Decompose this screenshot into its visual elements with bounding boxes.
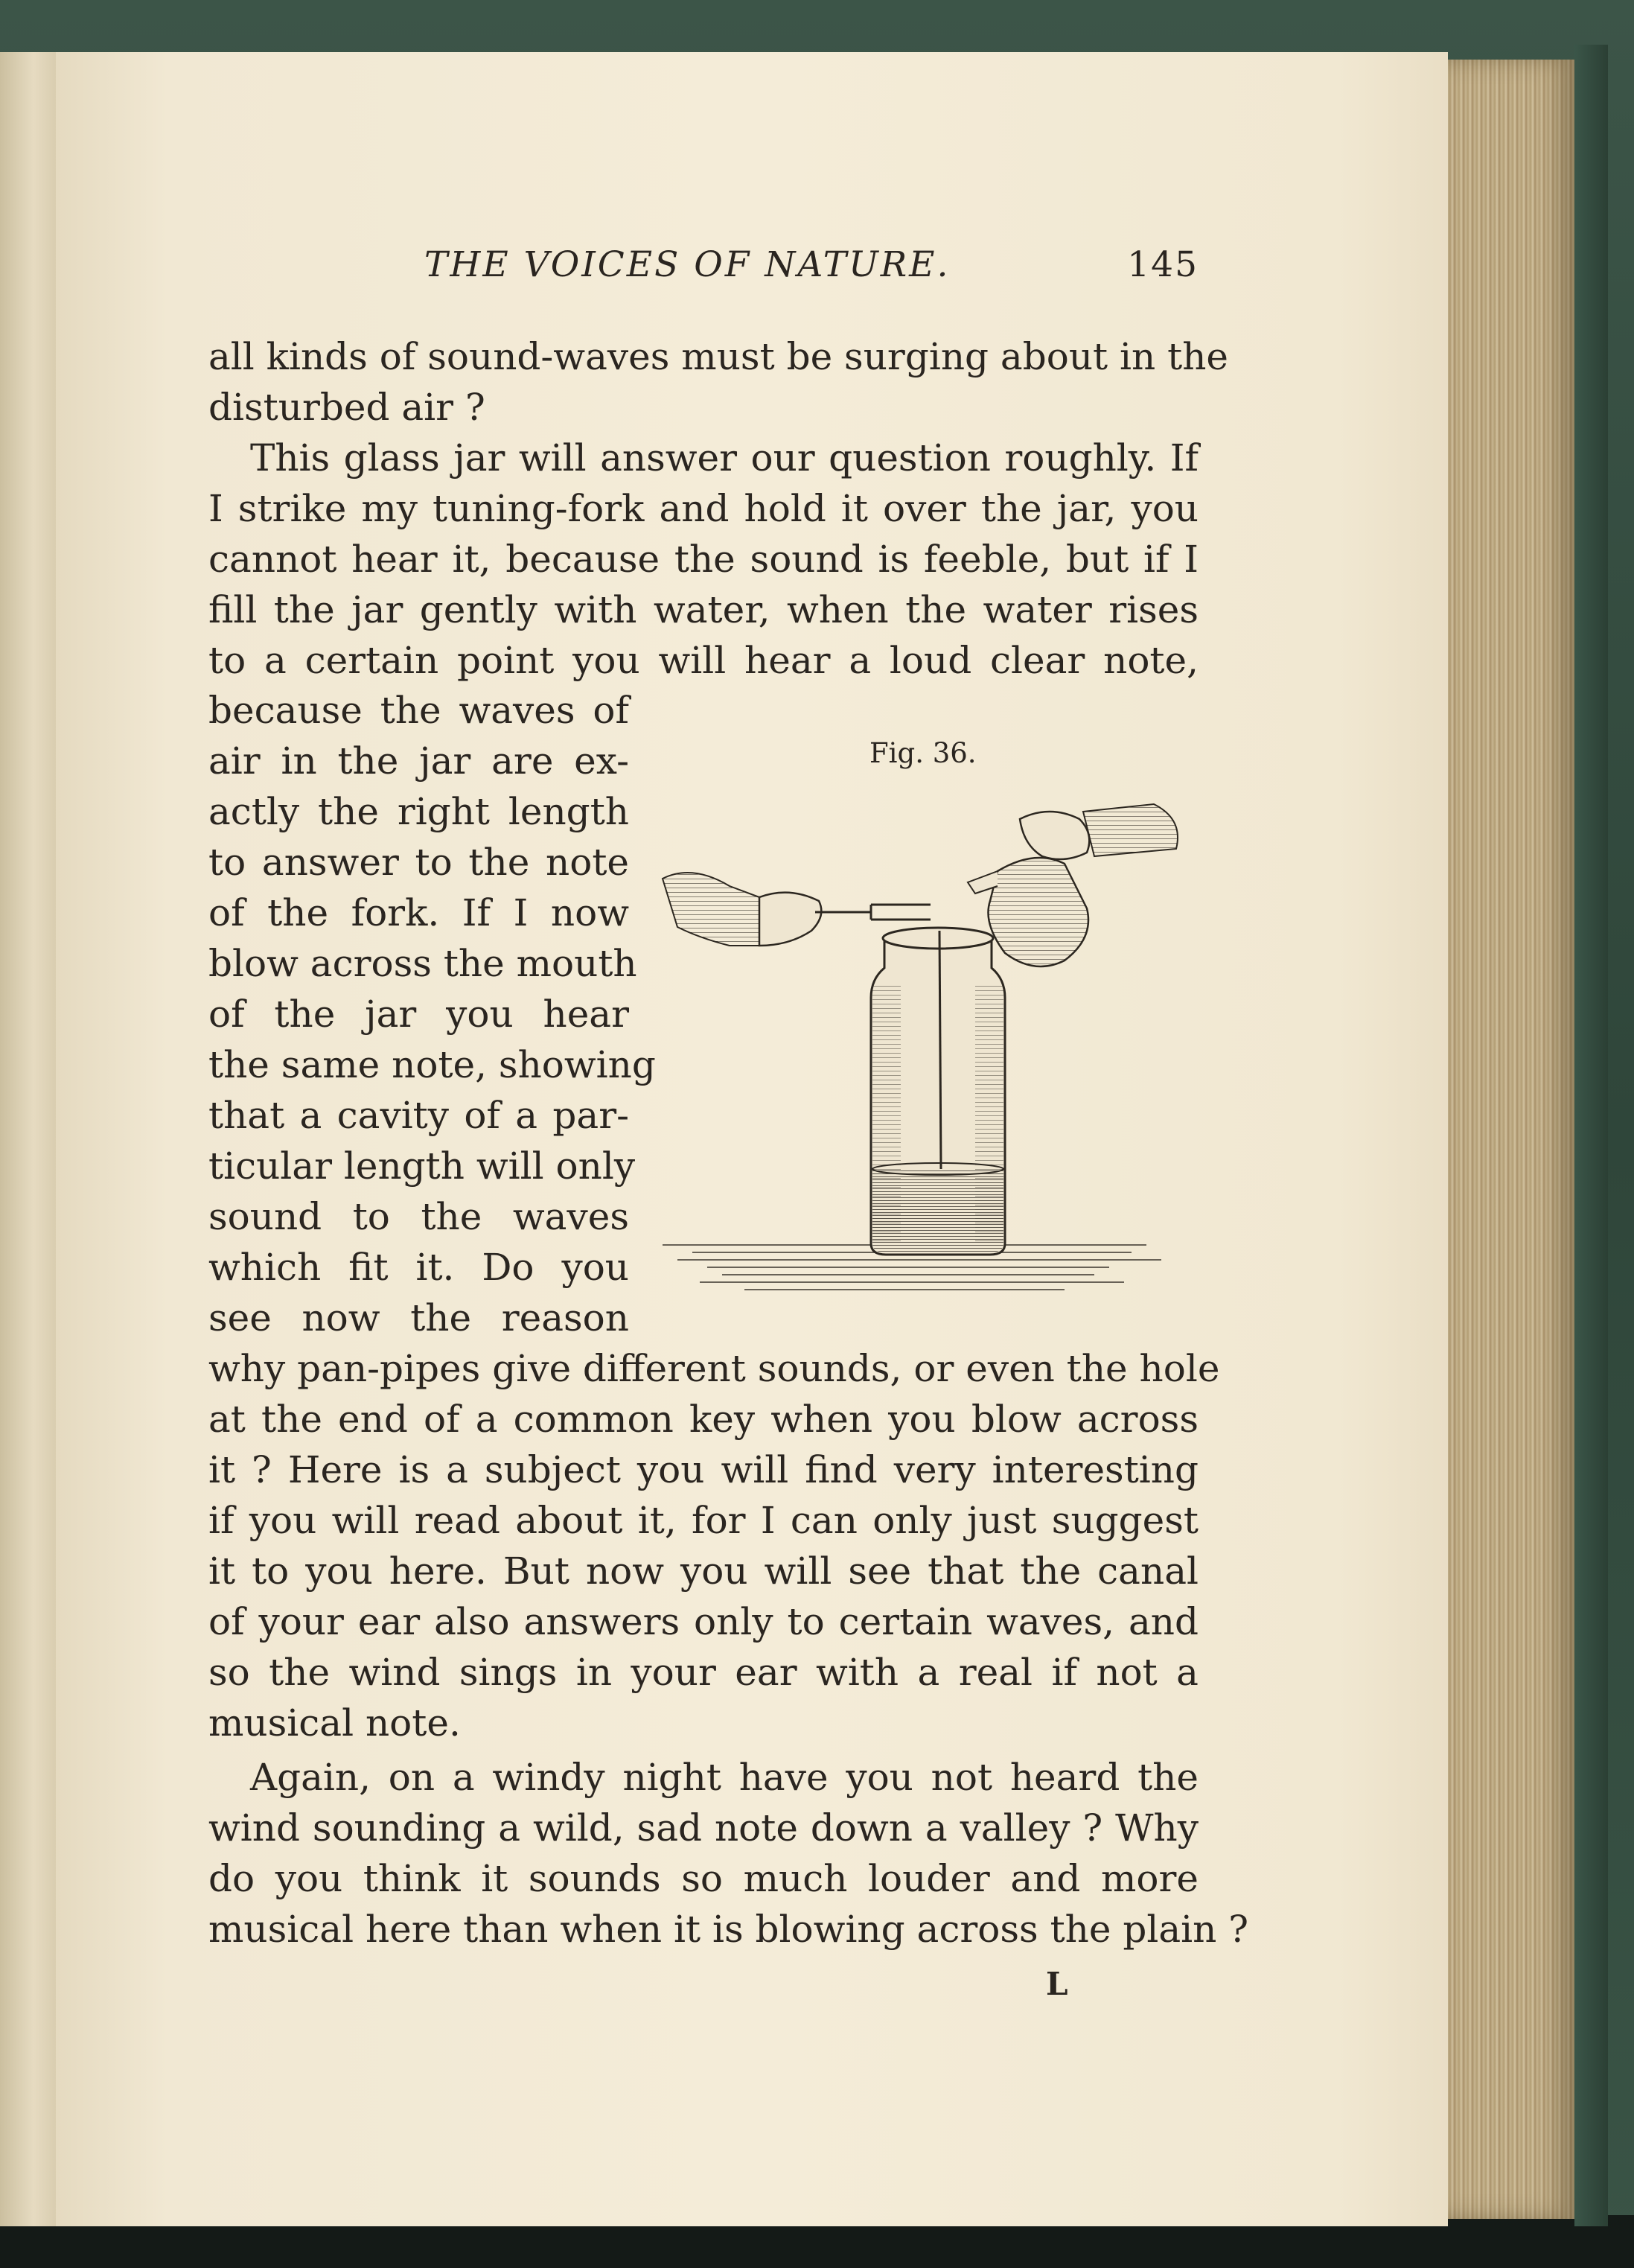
text-line: cannot hear it, because the sound is feeble, but if I — [208, 538, 1199, 581]
text-line: I strike my tuning-fork and hold it over the jar, you — [208, 487, 1199, 530]
signature-mark: L — [1046, 1966, 1068, 2002]
running-title: THE VOICES OF NATURE. — [424, 244, 951, 285]
text-line: it ? Here is a subject you will find very interesting — [208, 1448, 1199, 1491]
text-line: all kinds of sound-waves must be surging about in the — [208, 335, 1228, 378]
page-number: 145 — [1127, 244, 1199, 285]
text-line: it to you here. But now you will see that the canal — [208, 1549, 1199, 1593]
paragraph-2-continued — [208, 1343, 1220, 1748]
text-line: air in the jar are ex- — [208, 739, 629, 783]
running-head — [208, 244, 1199, 296]
text-line: see now the reason — [208, 1296, 629, 1340]
text-line: of your ear also answers only to certain waves, and — [208, 1600, 1199, 1643]
left-page-edge — [0, 52, 56, 2226]
text-line: so the wind sings in your ear with a real if not a — [208, 1651, 1199, 1694]
text-line: blow across the mouth — [208, 942, 637, 985]
text-line: Again, on a windy night have you not heard the — [250, 1756, 1199, 1799]
text-line: to a certain point you will hear a loud clear note, — [208, 639, 1199, 682]
text-line: if you will read about it, for I can only just suggest — [208, 1499, 1199, 1542]
paragraph-3 — [208, 1752, 1249, 1955]
text-line: that a cavity of a par- — [208, 1094, 629, 1137]
text-line: which fit it. Do you — [208, 1246, 629, 1289]
text-line: the same note, showing — [208, 1043, 656, 1086]
right-hand-pitcher — [968, 804, 1178, 966]
glass-jar — [871, 928, 1005, 1255]
text-line: of the fork. If I now — [208, 891, 629, 934]
text-line: why pan-pipes give different sounds, or even the hole — [208, 1347, 1220, 1390]
cover-edge-right — [1574, 45, 1608, 2226]
text-line: because the waves of — [208, 689, 629, 732]
text-line: sound to the waves — [208, 1195, 629, 1238]
page-block-edges — [1448, 60, 1574, 2219]
text-line: ticular length will only — [208, 1144, 636, 1188]
text-line: actly the right length — [208, 790, 629, 833]
text-line: disturbed air ? — [208, 386, 485, 429]
text-line: musical note. — [208, 1701, 461, 1745]
text-line: This glass jar will answer our question roughly. If — [250, 436, 1199, 480]
paragraph-1 — [208, 331, 1228, 686]
text-line: to answer to the note — [208, 841, 629, 884]
figure-caption: Fig. 36. — [869, 737, 977, 769]
jar-engraving — [648, 789, 1199, 1310]
figure-jar-illustration — [648, 789, 1199, 1310]
paragraph-2-wrapped — [208, 685, 656, 1343]
text-line: musical here than when it is blowing across the plain ? — [208, 1908, 1249, 1951]
text-line: fill the jar gently with water, when the water rises — [208, 588, 1199, 631]
text-line: at the end of a common key when you blow across — [208, 1398, 1199, 1441]
text-line: wind sounding a wild, sad note down a valley ? Why — [208, 1806, 1199, 1850]
text-line: of the jar you hear — [208, 993, 629, 1036]
text-line: do you think it sounds so much louder and more — [208, 1857, 1199, 1900]
